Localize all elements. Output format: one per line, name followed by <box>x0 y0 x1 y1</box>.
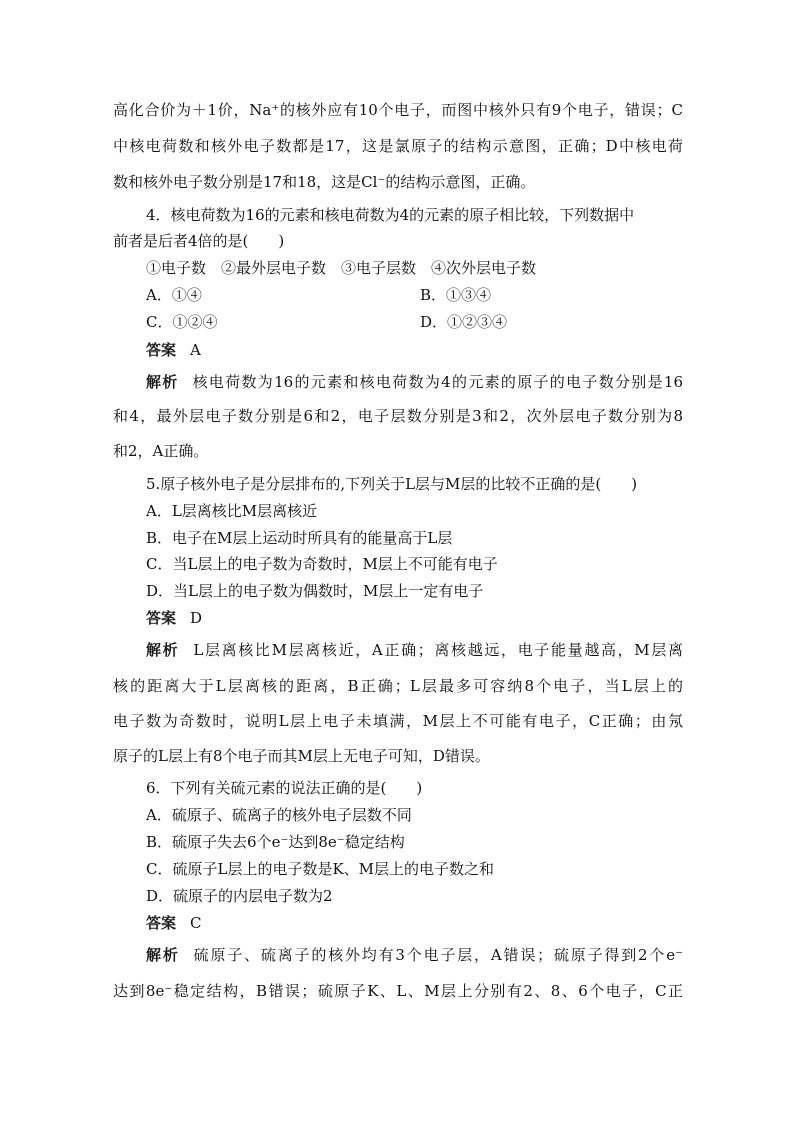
question-5-stem: 5.原子核外电子是分层排布的,下列关于L层与M层的比较不正确的是( ) <box>146 475 638 493</box>
answer-value: A <box>190 341 201 359</box>
explanation-text: 核电荷数为16的元素和核电荷数为4的元素的原子的电子数分别是16 <box>192 373 683 391</box>
question-4-stem: 4．核电荷数为16的元素和核电荷数为4的元素的原子相比较，下列数据中 <box>146 206 635 224</box>
option-d: D．当L层上的电子数为偶数时，M层上一定有电子 <box>146 582 484 600</box>
option-a: A．L层离核比M层离核近 <box>146 502 318 520</box>
option-d: D．①②③④ <box>420 313 508 331</box>
option-c: C．当L层上的电子数为奇数时，M层上不可能有电子 <box>146 555 498 573</box>
explanation-label: 解析 <box>146 946 180 964</box>
explanation-label: 解析 <box>146 373 179 391</box>
option-d: D．硫原子的内层电子数为2 <box>146 887 333 905</box>
explanation-line <box>146 945 683 965</box>
question-4-items: ①电子数 ②最外层电子数 ③电子层数 ④次外层电子数 <box>146 259 537 277</box>
answer-line <box>146 608 716 628</box>
option-a: A．硫原子、硫离子的核外电子层数不同 <box>146 806 412 824</box>
text-line: 数和核外电子数分别是17和18，这是Cl⁻的结构示意图，正确。 <box>113 173 536 191</box>
answer-value: C <box>190 914 202 932</box>
explanation-line <box>146 372 683 392</box>
explanation-line <box>146 640 683 660</box>
explanation-line: 和4，最外层电子数分别是6和2，电子层数分别是3和2，次外层电子数分别为8 <box>113 407 683 425</box>
option-b: B．电子在M层上运动时所具有的能量高于L层 <box>146 529 453 547</box>
answer-value: D <box>190 609 203 627</box>
text-line: 中核电荷数和核外电子数都是17，这是氯原子的结构示意图，正确；D中核电荷 <box>113 137 683 155</box>
option-c: C．硫原子L层上的电子数是K、M层上的电子数之和 <box>146 860 495 878</box>
answer-line <box>146 913 716 933</box>
question-4-options-row <box>146 285 686 305</box>
option-a: A．①④ <box>146 286 202 304</box>
explanation-line: 和2，A正确。 <box>113 442 209 460</box>
explanation-line: 核的距离大于L层离核的距离，B正确；L层最多可容纳8个电子，当L层上的 <box>113 677 683 695</box>
question-4-options-row <box>146 312 686 332</box>
explanation-line: 原子的L层上有8个电子而其M层上无电子可知，D错误。 <box>113 747 490 765</box>
explanation-line: 达到8e⁻稳定结构，B错误；硫原子K、L、M层上分别有2、8、6个电子，C正 <box>113 982 683 1000</box>
option-b: B．硫原子失去6个e⁻达到8e⁻稳定结构 <box>146 833 405 851</box>
question-6-stem: 6．下列有关硫元素的说法正确的是( ) <box>146 779 423 797</box>
option-c: C．①②④ <box>146 313 218 331</box>
question-4-stem: 前者是后者4倍的是( ) <box>113 232 285 250</box>
explanation-text: 硫原子、硫离子的核外均有3个电子层，A错误；硫原子得到2个e⁻ <box>193 946 683 964</box>
answer-label: 答案 <box>146 341 177 359</box>
answer-line <box>146 340 716 360</box>
explanation-label: 解析 <box>146 641 180 659</box>
explanation-text: L层离核比M层离核近，A正确；离核越远，电子能量越高，M层离 <box>193 641 683 659</box>
answer-label: 答案 <box>146 609 177 627</box>
answer-label: 答案 <box>146 914 177 932</box>
explanation-line: 电子数为奇数时，说明L层上电子未填满，M层上不可能有电子，C正确；由氖 <box>113 712 683 730</box>
text-line: 高化合价为＋1价，Na⁺的核外应有10个电子，而图中核外只有9个电子，错误；C <box>113 101 683 119</box>
option-b: B．①③④ <box>420 286 492 304</box>
